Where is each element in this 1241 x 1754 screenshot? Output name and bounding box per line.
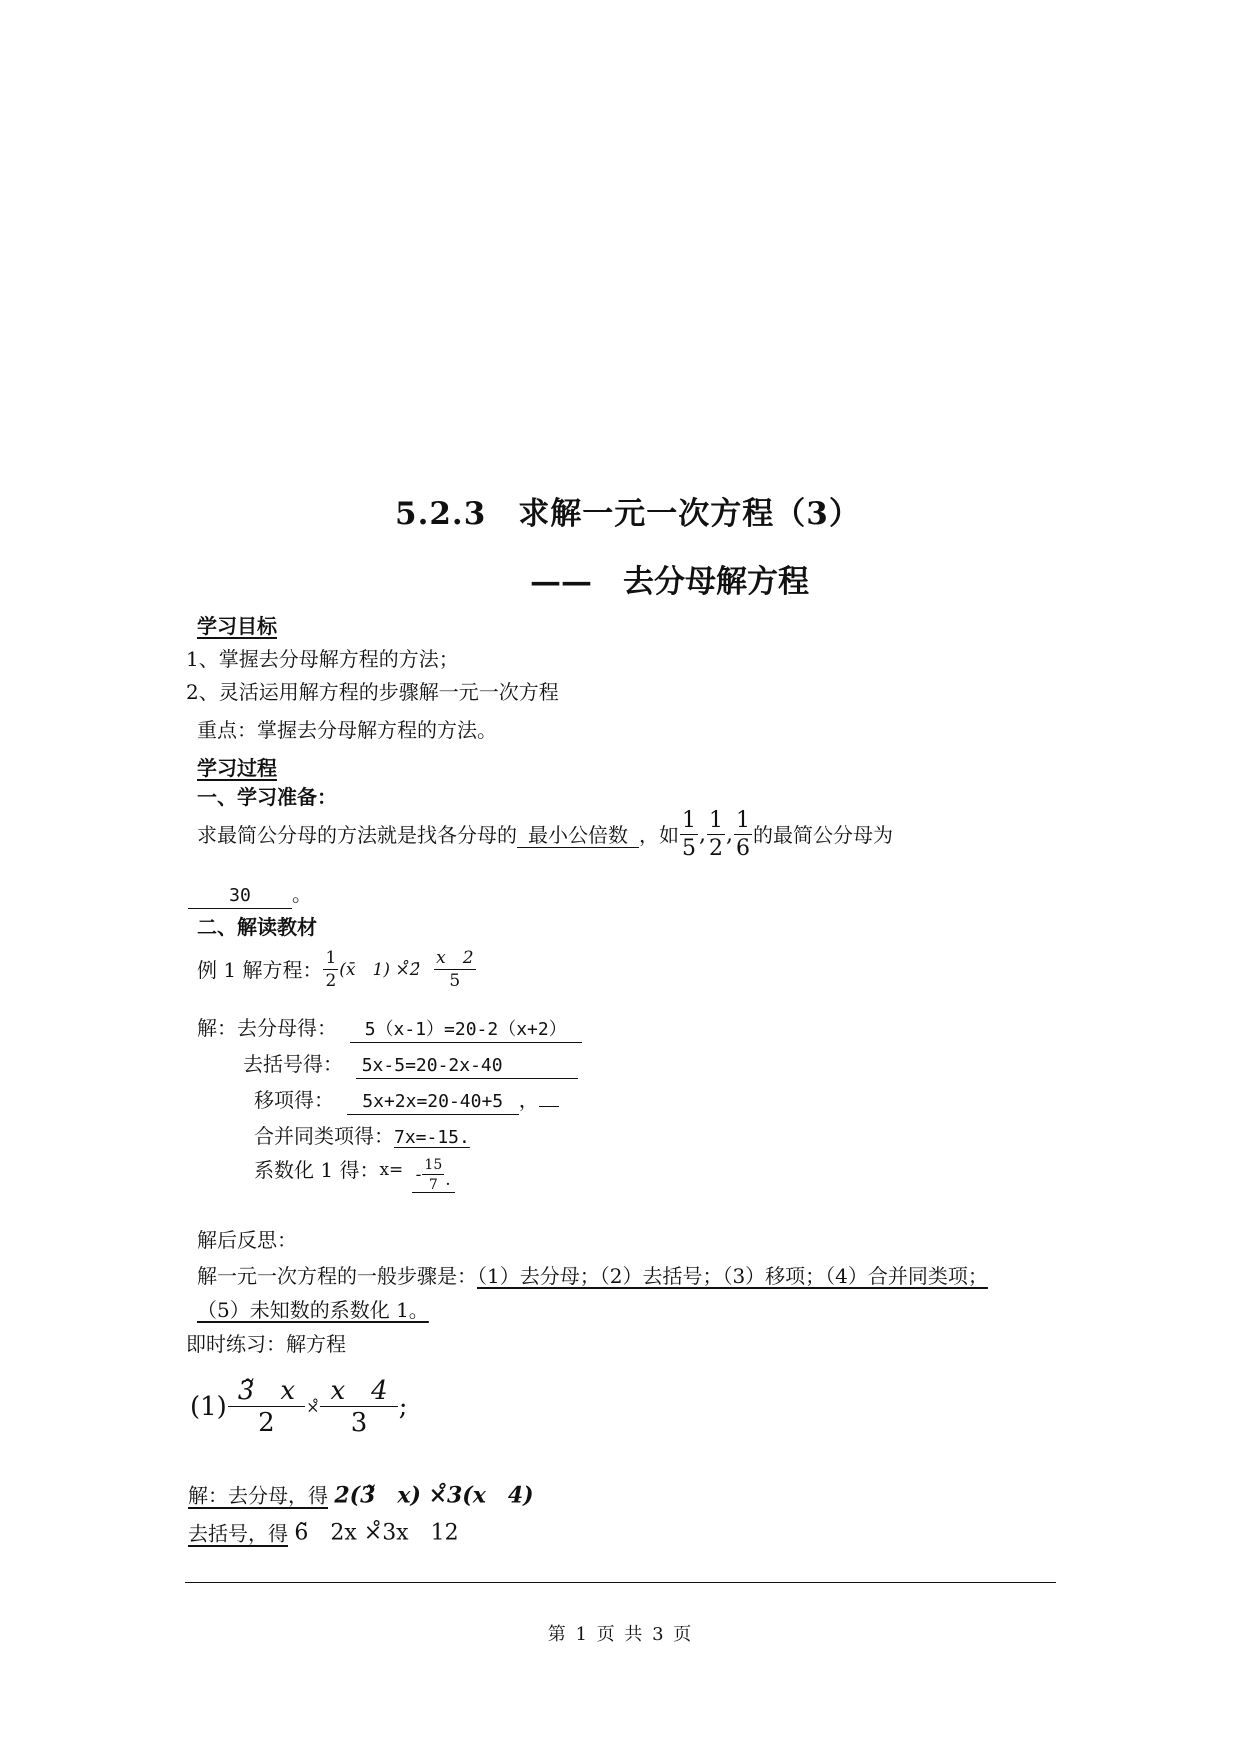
prep-answer-line: 30 。 [188,882,312,909]
practice-expr-1: 2(3̃ x) ×̊3(x 4) [334,1482,534,1509]
practice-heading: 即时练习：解方程 [186,1332,346,1356]
answer-step-2: 5x-5=20-2x-40 [356,1054,578,1079]
reflection-line-1: 解一元一次方程的一般步骤是：（1）去分母；（2）去括号；（3）移项；（4）合并同类项； [197,1264,988,1288]
example-right-fraction: $\frac{x 2}{5}$ [436,948,474,991]
fraction-1-5: $\frac{1}{5}$ [682,808,696,861]
practice-expr-2: 6̃ 2x ×̊3x 12 [294,1520,459,1546]
step-combine: 合并同类项得：7x=-15. [254,1124,470,1148]
practice-solution-2: 去括号，得 6̃ 2x ×̊3x 12 [188,1520,459,1546]
page-number: 第 1 页 共 3 页 [547,1624,694,1645]
step-move: 移项得： 5x+2x=20-40+5 ， [254,1088,559,1115]
answer-30: 30 [188,884,292,909]
reflection-heading: 解后反思： [197,1228,297,1252]
answer-step-3: 5x+2x=20-40+5 [347,1090,519,1115]
step-coefficient: 系数化 1 得：$^{x=}$ - $\frac{15}{7}$ . [254,1158,455,1193]
reflection-answer-2: （5）未知数的系数化 1。 [197,1298,429,1322]
answer-step-4: 7x=-15. [394,1127,470,1148]
goals-heading: 学习目标 [197,614,277,638]
page-title: 5.2.3 求解一元一次方程（3） [395,496,861,532]
key-point: 重点：掌握去分母解方程的方法。 [197,718,497,742]
process-heading: 学习过程 [197,756,277,780]
answer-step-1: 5（x-1）=20-2（x+2） [350,1018,582,1043]
practice-equation-1: (1) $\frac{3̃ x}{2}$ ×̊ $\frac{x 4}{3}$ ; [190,1376,408,1438]
practice-solution-1: 解：去分母，得 2(3̃ x) ×̊3(x 4) [188,1482,534,1509]
page-subtitle: —— 去分母解方程 [530,564,809,600]
practice-right-fraction: $\frac{x 4}{3}$ [320,1378,397,1436]
example-middle: (x̄ 1) ×̊2̄ [339,960,421,980]
answer-step-5: - $\frac{15}{7}$ . [412,1158,455,1193]
prep-question: 求最简公分母的方法就是找各分母的 最小公倍数 ，如 $\frac{1}{5}$ , $\frac{1}{2}$ , $\frac{1}{6}$ 的最简公分母为 [197,808,893,861]
example-1: 例 1 解方程： $\frac{1}{2}$ (x̄ 1) ×̊2̄ $\frac{x 2}{5}$ [197,948,474,991]
section1-heading: 一、学习准备： [197,785,337,809]
section2-heading: 二、解读教材 [197,915,317,939]
fraction-1-6: $\frac{1}{6}$ [736,808,750,861]
footer-divider [185,1582,1056,1583]
answer-lcm: 最小公倍数 [517,823,639,848]
practice-left-fraction: $\frac{3̃ x}{2}$ [228,1378,305,1436]
step-brackets: 去括号得： 5x-5=20-2x-40 [243,1052,578,1079]
reflection-answer-1: （1）去分母；（2）去括号；（3）移项；（4）合并同类项； [477,1264,988,1288]
example-left-fraction: $\frac{1}{2}$ [325,948,337,991]
step-denominator: 解：去分母得： 5（x-1）=20-2（x+2） [197,1016,582,1043]
fraction-1-2: $\frac{1}{2}$ [709,808,723,861]
goal-item-2: 2、灵活运用解方程的步骤解一元一次方程 [186,680,559,704]
goal-item-1: 1、掌握去分母解方程的方法； [186,647,459,671]
